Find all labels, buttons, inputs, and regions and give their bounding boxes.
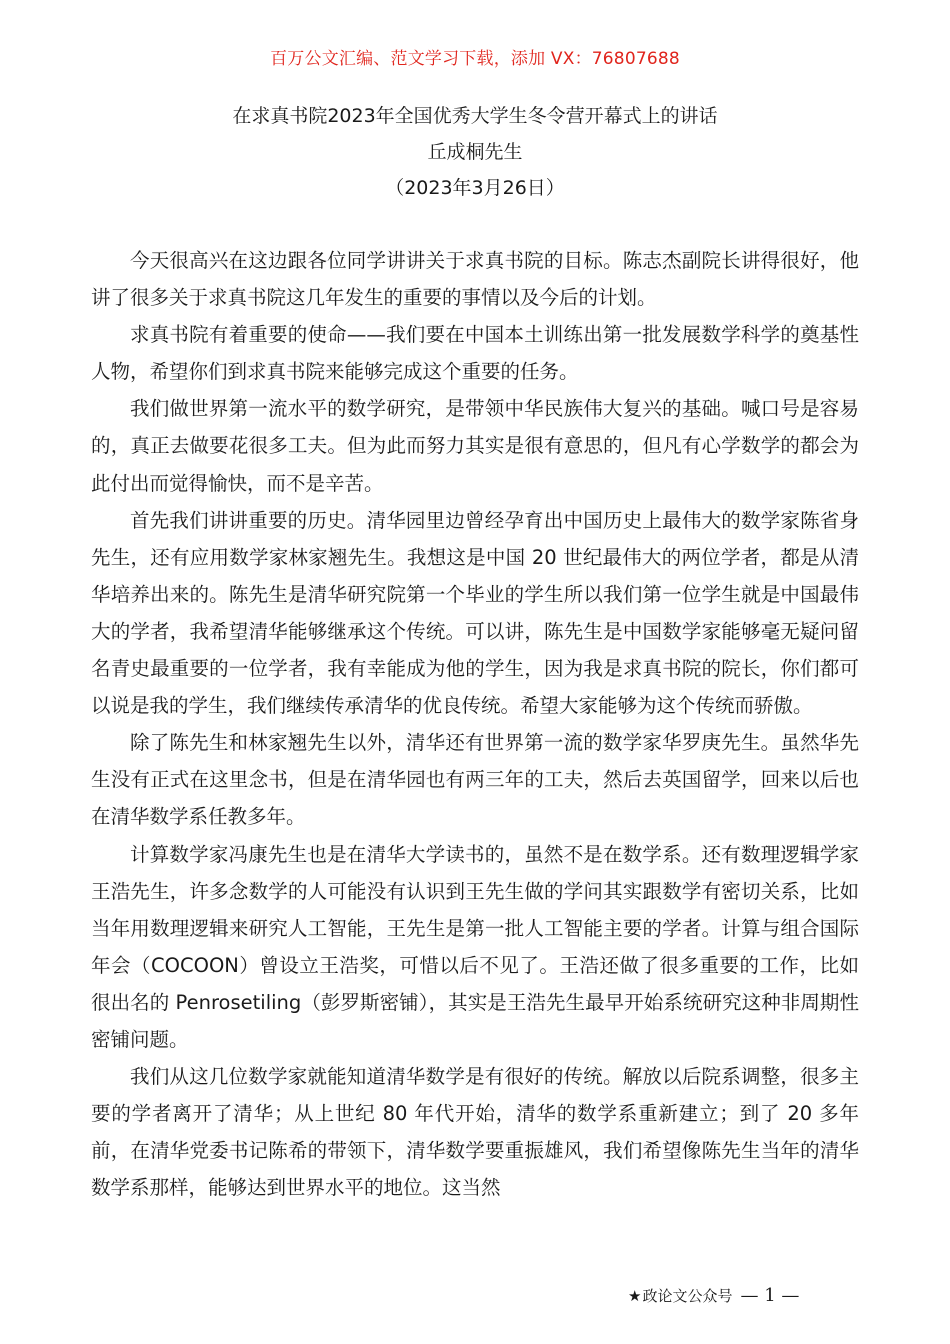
page-number: — 1 —	[740, 1285, 800, 1306]
document-header	[0, 98, 950, 206]
body-paragraph: 我们做世界第一流水平的数学研究，是带领中华民族伟大复兴的基础。喊口号是容易的，真正去做要花很多工夫。但为此而努力其实是很有意思的，但凡有心学数学的都会为此付出而觉得愉快，而不是辛苦。	[91, 397, 859, 495]
body-paragraph: 求真书院有着重要的使命——我们要在中国本土训练出第一批发展数学科学的奠基性人物，希望你们到求真书院来能够完成这个重要的任务。	[91, 323, 859, 384]
star-icon: ★	[628, 1287, 642, 1305]
body-paragraph: 首先我们讲讲重要的历史。清华园里边曾经孕育出中国历史上最伟大的数学家陈省身先生，还有应用数学家林家翘先生。我想这是中国 20 世纪最伟大的两位学者，都是从清华培养出来的。陈先生是清华研究院第一个毕业的学生所以我们第一位学生就是中国最伟大的学者，我希望清华能够继承这个传统。可以讲，陈先生是中国数学家能够毫无疑问留名青史最重要的一位学者，我有幸能成为他的学生，因为我是求真书院的院长，你们都可以说是我的学生，我们继续传承清华的优良传统。希望大家能够为这个传统而骄傲。	[91, 508, 859, 718]
body-paragraph: 我们从这几位数学家就能知道清华数学是有很好的传统。解放以后院系调整，很多主要的学者离开了清华；从上世纪 80 年代开始，清华的数学系重新建立；到了 20 多年前，在清华党委书记陈希的带领下，清华数学要重振雄风，我们希望像陈先生当年的清华数学系那样，能够达到世界水平的地位。这当然	[91, 1065, 859, 1200]
body-paragraph: 除了陈先生和林家翘先生以外，清华还有世界第一流的数学家华罗庚先生。虽然华先生没有正式在这里念书，但是在清华园也有两三年的工夫，然后去英国留学，回来以后也在清华数学系任教多年。	[91, 731, 859, 829]
footer-source: 政论文公众号	[642, 1287, 733, 1305]
page-footer	[628, 1284, 868, 1308]
document-date: （2023年3月26日）	[385, 177, 565, 199]
body-paragraph: 计算数学家冯康先生也是在清华大学读书的，虽然不是在数学系。还有数理逻辑学家王浩先生，许多念数学的人可能没有认识到王先生做的学问其实跟数学有密切关系，比如当年用数理逻辑来研究人工智能，王先生是第一批人工智能主要的学者。计算与组合国际年会（COCOON）曾设立王浩奖，可惜以后不见了。王浩还做了很多重要的工作，比如很出名的 Penrosetiling（彭罗斯密铺），其实是王浩先生最早开始系统研究这种非周期性密铺问题。	[91, 842, 859, 1051]
document-title: 在求真书院2023年全国优秀大学生冬令营开幕式上的讲话	[232, 105, 718, 127]
document-author: 丘成桐先生	[427, 141, 523, 163]
promo-banner: 百万公文汇编、范文学习下载，添加 VX：76807688	[270, 49, 680, 69]
body-paragraph: 今天很高兴在这边跟各位同学讲讲关于求真书院的目标。陈志杰副院长讲得很好，他讲了很多关于求真书院这几年发生的重要的事情以及今后的计划。	[91, 249, 859, 310]
document-body	[91, 242, 859, 1206]
